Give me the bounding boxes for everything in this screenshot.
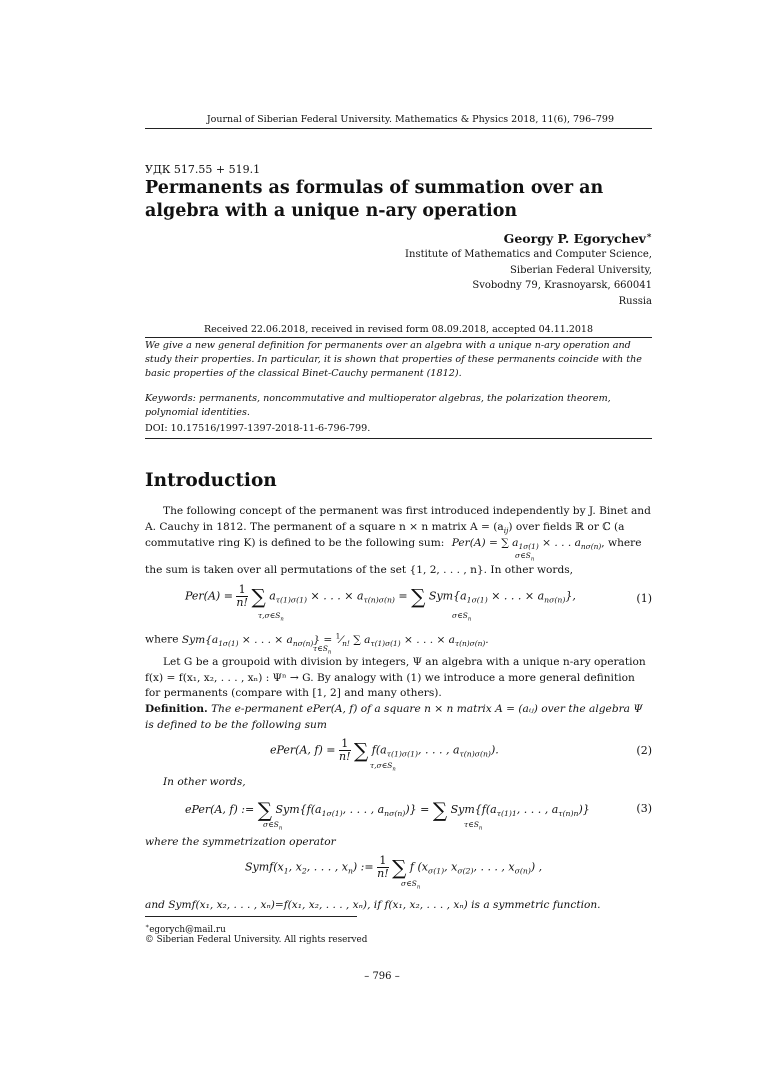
sum-subscript: $\tau,\sigma\in S_n$ xyxy=(370,761,396,773)
affiliation-line: Siberian Federal University, xyxy=(510,264,652,276)
footnote-copyright: © Siberian Federal University. All rights reserved xyxy=(145,935,368,945)
sym-operator-line: where the symmetrization operator xyxy=(145,836,336,848)
keywords xyxy=(145,392,652,420)
last-line: and Symf(x₁, x₂, . . . , xₙ)=f(x₁, x₂, . . . , xₙ), if f(x₁, x₂, . . . , xₙ) is a symmetric function. xyxy=(145,899,601,911)
equation-sym: $Symf(x_1$, $x_2$, . . . , $x_n$) := $\frac{1}{n!}$ ∑ f ($x_{\sigma(1)}$, $x_{\sigma(2)}$, . . . , $x_{\sigma(n)}$) , xyxy=(245,854,543,880)
definition xyxy=(145,702,652,733)
abstract-rule-top xyxy=(145,337,652,338)
section-heading: Introduction xyxy=(145,470,277,491)
in-other-words: In other words, xyxy=(163,776,246,788)
keywords-text: permanents, noncommutative and multioperator algebras, the polarization theorem, polynomial identities. xyxy=(145,393,611,418)
sum-subscript: $\sigma\in S_n$ xyxy=(452,611,472,623)
intro-line: A. Cauchy in 1812. The permanent of a square n × n matrix $A = (a_{ij})$ over fields ℝ or ℂ (a xyxy=(145,521,625,536)
affiliation-line: Institute of Mathematics and Computer Science, xyxy=(405,249,652,260)
journal-header: Journal of Siberian Federal University. Mathematics & Physics 2018, 11(6), 796–799 xyxy=(206,114,614,125)
definition-label: Definition. xyxy=(145,703,208,715)
paragraph: Let G be a groupoid with division by integers, Ψ an algebra with a unique n-ary operation f(x) = f(x₁, x₂, . . . , xₙ) : Ψⁿ → G. By analogy with (1) we introduce a more general definition for permanents (compare with [1, 2] and many others). xyxy=(145,656,646,699)
equation-3: ePer(A, f) := ∑ $Sym\{f(a_{1\sigma(1)}$, . . . , $a_{n\sigma(n)}$)} = ∑ $Sym\{f(a_{\tau(1)1}$, . . . , $a_{\tau(n)n}$)} xyxy=(185,798,590,822)
sum-subscript: $\sigma\in S_n$ xyxy=(515,551,535,563)
intro-line: The following concept of the permanent was first introduced independently by J. Binet and xyxy=(163,505,651,517)
sum-subscript: $\sigma\in S_n$ xyxy=(263,820,283,832)
page-number: – 796 – xyxy=(364,971,400,982)
equation-number: (2) xyxy=(636,744,652,757)
abstract: We give a new general definition for permanents over an algebra with a unique n-ary operation and study their properties. In particular, it is shown that properties of these permanents coincide with the basic properties of the classical Binet-Cauchy permanent (1812). xyxy=(145,340,642,379)
doi: DOI: 10.17516/1997-1397-2018-11-6-796-799. xyxy=(145,423,371,434)
affiliation-line: Russia xyxy=(618,295,652,307)
affiliation xyxy=(405,247,652,309)
sum-subscript: $\tau\in S_n$ xyxy=(313,644,332,656)
equation-1: Per(A) = $\frac{1}{n!}$ ∑ $a_{\tau(1)\sigma(1)}$ × . . . × $a_{\tau(n)\sigma(n)}$ = ∑ $Sym\{a_{1\sigma(1)}$ × . . . × $a_{n\sigma(n)}$}, xyxy=(185,583,576,609)
equation-2: ePer(A, f) = $\frac{1}{n!}$ ∑ $f(a_{\tau(1)\sigma(1)}$, . . . , $a_{\tau(n)\sigma(n)}$). xyxy=(270,737,499,763)
keywords-label: Keywords: xyxy=(145,393,196,404)
affiliation-line: Svobodny 79, Krasnoyarsk, 660041 xyxy=(472,280,652,291)
intro-line: the sum is taken over all permutations of the set {1, 2, . . . , n}. In other words, xyxy=(145,564,574,576)
udk-code: УДК 517.55 + 519.1 xyxy=(145,163,261,176)
paper-title: Permanents as formulas of summation over an algebra with a unique n-ary operation xyxy=(145,178,604,221)
intro-line: commutative ring K) is defined to be the following sum: Per(A) = ∑ $a_{1\sigma(1)}$ × . . . $a_{n\sigma(n)}$, where xyxy=(145,537,642,552)
abstract-rule-bottom xyxy=(145,438,652,439)
definition-text: The e-permanent ePer(A, f) of a square n × n matrix A = (aᵢⱼ) over the algebra Ψ is defined to be the following sum xyxy=(145,703,643,731)
received-dates: Received 22.06.2018, received in revised form 08.09.2018, accepted 04.11.2018 xyxy=(203,324,594,335)
footnote-email: ∗egorych@mail.ru xyxy=(145,923,226,935)
sum-subscript: $\tau,\sigma\in S_n$ xyxy=(258,611,284,623)
header-rule xyxy=(145,128,652,129)
sum-subscript: $\tau\in S_n$ xyxy=(464,820,483,832)
where-line: where $Sym\{a_{1\sigma(1)}$ × . . . × $a_{n\sigma(n)}$} = $^1⁄_{n!}$ ∑ $a_{\tau(1)\sigma(1)}$ × . . . × $a_{\tau(n)\sigma(n)}$. xyxy=(145,631,489,648)
footnote-rule xyxy=(145,916,357,917)
author-name: Georgy P. Egorychev∗ xyxy=(503,231,652,247)
equation-number: (3) xyxy=(636,802,652,815)
sum-subscript: $\sigma\in S_n$ xyxy=(401,879,421,891)
equation-number: (1) xyxy=(636,592,652,605)
